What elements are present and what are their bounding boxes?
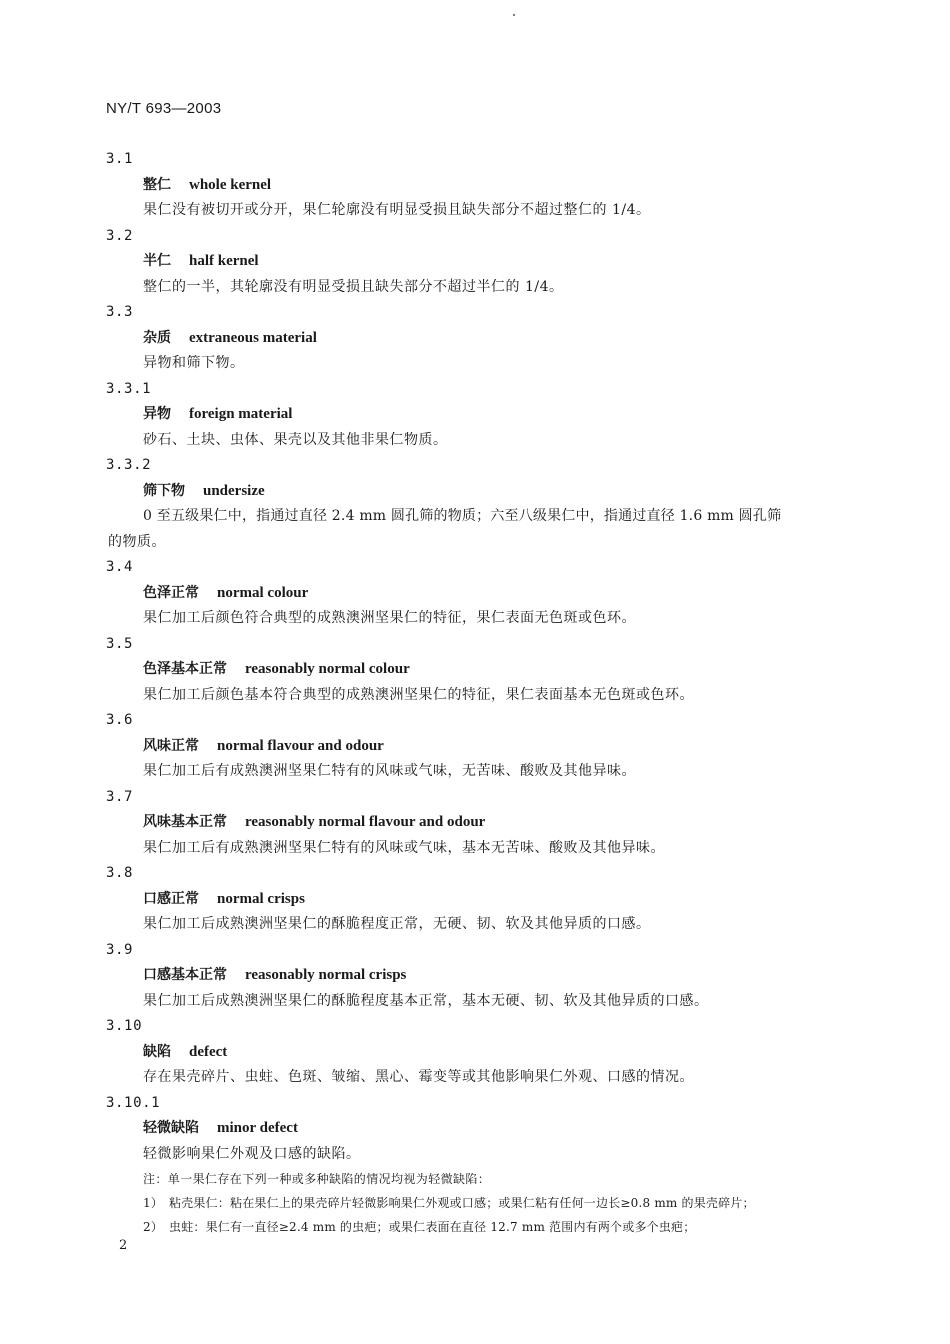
term-heading <box>0 173 950 199</box>
term-zh: 色泽基本正常 <box>143 661 227 677</box>
term-heading <box>0 810 950 836</box>
term-zh: 风味正常 <box>143 737 199 754</box>
definition-text: 轻微影响果仁外观及口感的缺陷。 <box>143 1145 361 1162</box>
clause-number: 3.3 <box>106 304 134 320</box>
term-heading <box>0 887 950 913</box>
definition-entry <box>0 938 950 1015</box>
term-zh: 筛下物 <box>143 482 185 499</box>
term-en: extraneous material <box>189 329 317 346</box>
definition-text: 存在果壳碎片、虫蛀、色斑、皱缩、黑心、霉变等或其他影响果仁外观、口感的情况。 <box>143 1069 694 1085</box>
note-item <box>143 1215 870 1239</box>
term-heading <box>0 402 950 428</box>
definition-entry <box>0 377 950 454</box>
note-item-text: 粘壳果仁：粘在果仁上的果壳碎片轻微影响果仁外观或口感；或果仁粘有任何一边长≥0.8 mm 的果壳碎片； <box>169 1196 755 1210</box>
term-zh: 轻微缺陷 <box>143 1120 199 1136</box>
definition-text: 0 至五级果仁中，指通过直径 2.4 mm 圆孔筛的物质；六至八级果仁中，指通过直径 1.6 mm 圆孔筛 <box>143 508 782 524</box>
standard-code: NY/T 693—2003 <box>106 100 222 117</box>
definitions-list <box>0 147 950 1239</box>
term-en: normal crisps <box>217 890 305 907</box>
term-zh: 杂质 <box>143 329 171 346</box>
note-item <box>143 1191 870 1215</box>
term-en: reasonably normal flavour and odour <box>245 814 486 830</box>
term-heading <box>0 581 950 607</box>
definition-entry <box>0 300 950 377</box>
term-en: normal flavour and odour <box>217 737 384 754</box>
definition-text: 异物和筛下物。 <box>143 355 245 371</box>
term-heading <box>0 963 950 989</box>
definition-text: 果仁加工后有成熟澳洲坚果仁特有的风味或气味，无苦味、酸败及其他异味。 <box>143 763 636 779</box>
clause-number: 3.2 <box>106 227 134 244</box>
clause-number: 3.10.1 <box>106 1094 161 1111</box>
clause-number: 3.6 <box>106 712 134 728</box>
term-en: reasonably normal crisps <box>245 967 407 983</box>
term-heading <box>0 734 950 760</box>
definition-entry <box>0 708 950 785</box>
term-en: undersize <box>203 482 265 499</box>
definition-entry <box>0 861 950 938</box>
definition-text: 果仁没有被切开或分开，果仁轮廓没有明显受损且缺失部分不超过整仁的 1/4。 <box>143 202 651 218</box>
definition-entry <box>0 632 950 709</box>
clause-number: 3.7 <box>106 788 134 805</box>
term-en: whole kernel <box>189 176 272 193</box>
term-heading <box>0 1040 950 1066</box>
term-zh: 缺陷 <box>143 1043 171 1060</box>
clause-number: 3.5 <box>106 635 134 652</box>
clause-number: 3.1 <box>106 151 134 167</box>
term-zh: 异物 <box>143 406 171 422</box>
term-en: foreign material <box>189 406 293 422</box>
note-item-index: 2） <box>143 1220 164 1234</box>
term-heading <box>0 1116 950 1142</box>
clause-number: 3.10 <box>106 1018 143 1034</box>
term-en: half kernel <box>189 253 259 269</box>
definition-text: 砂石、土块、虫体、果壳以及其他非果仁物质。 <box>143 431 448 448</box>
clause-number: 3.8 <box>106 865 134 881</box>
term-heading <box>0 326 950 352</box>
note-item-text: 虫蛀：果仁有一直径≥2.4 mm 的虫疤；或果仁表面在直径 12.7 mm 范围内有两个或多个虫疤； <box>169 1220 696 1234</box>
definition-entry <box>0 785 950 862</box>
page-number: 2 <box>119 1238 128 1253</box>
term-zh: 风味基本正常 <box>143 814 227 830</box>
scan-speck <box>513 14 515 16</box>
note-label: 注：单一果仁存在下列一种或多种缺陷的情况均视为轻微缺陷： <box>143 1172 491 1186</box>
definition-entry <box>0 1091 950 1168</box>
definition-text: 果仁加工后成熟澳洲坚果仁的酥脆程度正常，无硬、韧、软及其他异质的口感。 <box>143 916 651 932</box>
clause-number: 3.3.2 <box>106 457 152 473</box>
term-heading <box>0 479 950 505</box>
definition-entry <box>0 453 950 555</box>
term-en: normal colour <box>217 584 309 601</box>
term-en: defect <box>189 1043 228 1060</box>
clause-number: 3.3.1 <box>106 380 152 397</box>
definition-text-continued: 的物质。 <box>108 533 166 550</box>
term-zh: 色泽正常 <box>143 584 199 601</box>
term-zh: 口感基本正常 <box>143 967 227 983</box>
clause-number: 3.9 <box>106 941 134 958</box>
definition-entry <box>0 555 950 632</box>
definition-text: 果仁加工后颜色基本符合典型的成熟澳洲坚果仁的特征，果仁表面基本无色斑或色环。 <box>143 686 694 703</box>
term-en: minor defect <box>217 1120 298 1136</box>
note-item-index: 1） <box>143 1196 164 1210</box>
definition-text: 果仁加工后颜色符合典型的成熟澳洲坚果仁的特征，果仁表面无色斑或色环。 <box>143 610 636 626</box>
definition-entry <box>0 224 950 301</box>
definition-entry <box>0 147 950 224</box>
term-zh: 整仁 <box>143 176 171 193</box>
term-heading <box>0 249 950 275</box>
term-heading <box>0 657 950 683</box>
definition-text: 果仁加工后成熟澳洲坚果仁的酥脆程度基本正常，基本无硬、韧、软及其他异质的口感。 <box>143 992 709 1009</box>
definition-entry <box>0 1014 950 1091</box>
definition-text: 整仁的一半，其轮廓没有明显受损且缺失部分不超过半仁的 1/4。 <box>143 278 564 295</box>
definition-text: 果仁加工后有成熟澳洲坚果仁特有的风味或气味，基本无苦味、酸败及其他异味。 <box>143 839 665 856</box>
term-zh: 口感正常 <box>143 890 199 907</box>
note-block <box>0 1167 950 1239</box>
term-en: reasonably normal colour <box>245 661 410 677</box>
clause-number: 3.4 <box>106 559 134 575</box>
term-zh: 半仁 <box>143 253 171 269</box>
